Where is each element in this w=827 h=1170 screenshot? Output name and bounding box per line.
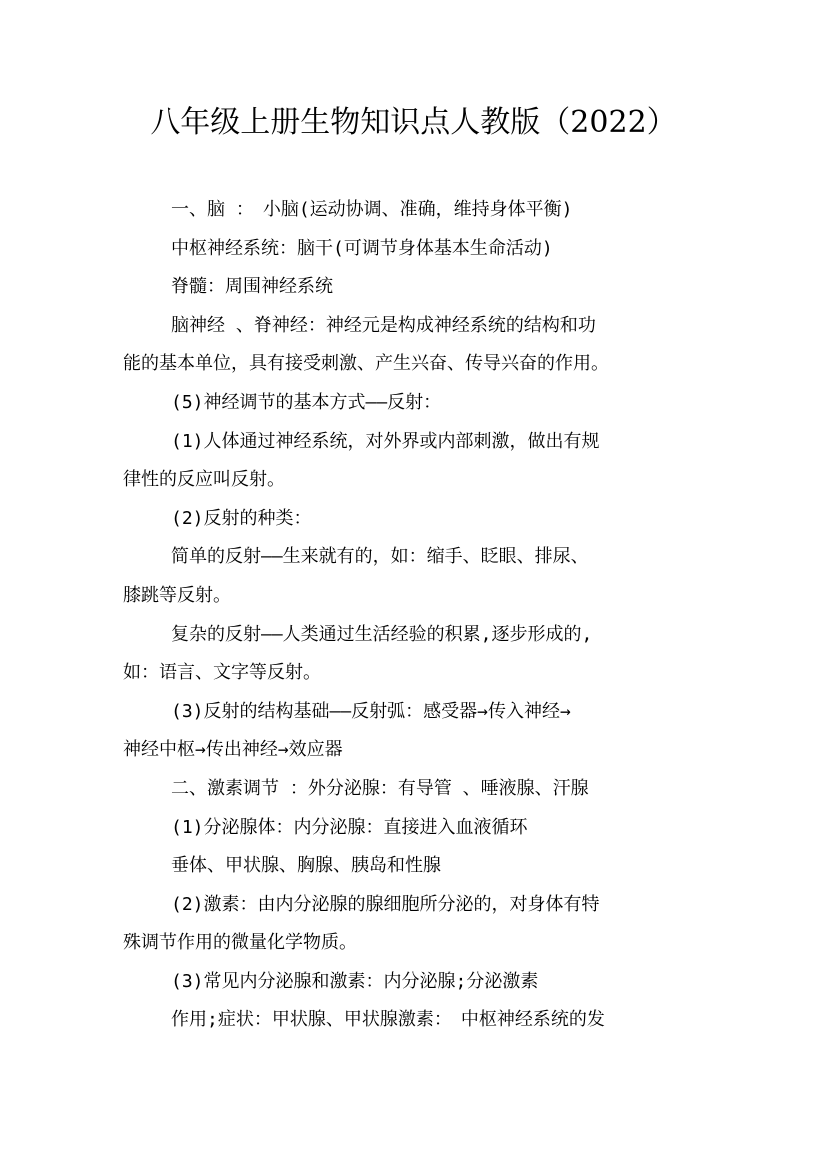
paragraph-line: 脊髓：周围神经系统 bbox=[171, 276, 333, 298]
paragraph-line: 律性的反应叫反射。 bbox=[123, 469, 285, 491]
paragraph-line: 脑神经 、脊神经：神经元是构成神经系统的结构和功 bbox=[171, 314, 596, 336]
paragraph-line: (2)激素：由内分泌腺的腺细胞所分泌的，对身体有特 bbox=[171, 893, 600, 915]
paragraph-line: (1)分泌腺体：内分泌腺：直接进入血液循环 bbox=[171, 816, 528, 838]
paragraph-line: 膝跳等反射。 bbox=[123, 584, 231, 606]
paragraph-line: (3)反射的结构基础——反射弧：感受器→传入神经→ bbox=[171, 700, 571, 722]
paragraph-line: 一、脑 ： 小脑(运动协调、准确，维持身体平衡) bbox=[171, 199, 573, 220]
paragraph-line: 如：语言、文字等反射。 bbox=[123, 662, 321, 684]
paragraph-line: 作用;症状：甲状腺、甲状腺激素： 中枢神经系统的发 bbox=[171, 1009, 605, 1031]
paragraph-line: (3)常见内分泌腺和激素：内分泌腺;分泌激素 bbox=[171, 970, 539, 992]
paragraph-line: 复杂的反射——人类通过生活经验的积累,逐步形成的, bbox=[171, 623, 593, 645]
paragraph-line: 能的基本单位，具有接受刺激、产生兴奋、传导兴奋的作用。 bbox=[123, 353, 609, 375]
document-body bbox=[123, 191, 715, 1040]
document-title: 八年级上册生物知识点人教版（2022） bbox=[150, 105, 677, 140]
paragraph-line: (1)人体通过神经系统，对外界或内部刺激，做出有规 bbox=[171, 430, 600, 452]
paragraph-line: 垂体、甲状腺、胸腺、胰岛和性腺 bbox=[171, 855, 441, 877]
paragraph-line: 中枢神经系统：脑干(可调节身体基本生命活动) bbox=[171, 237, 553, 259]
paragraph-line: (2)反射的种类： bbox=[171, 507, 312, 529]
paragraph-line: 简单的反射——生来就有的，如：缩手、眨眼、排尿、 bbox=[171, 546, 589, 568]
paragraph-line: (5)神经调节的基本方式——反射： bbox=[171, 391, 442, 413]
paragraph-line: 殊调节作用的微量化学物质。 bbox=[123, 932, 357, 954]
paragraph-line: 二、激素调节 ：外分泌腺：有导管 、唾液腺、汗腺 bbox=[171, 777, 589, 799]
paragraph-line: 神经中枢→传出神经→效应器 bbox=[123, 739, 343, 761]
